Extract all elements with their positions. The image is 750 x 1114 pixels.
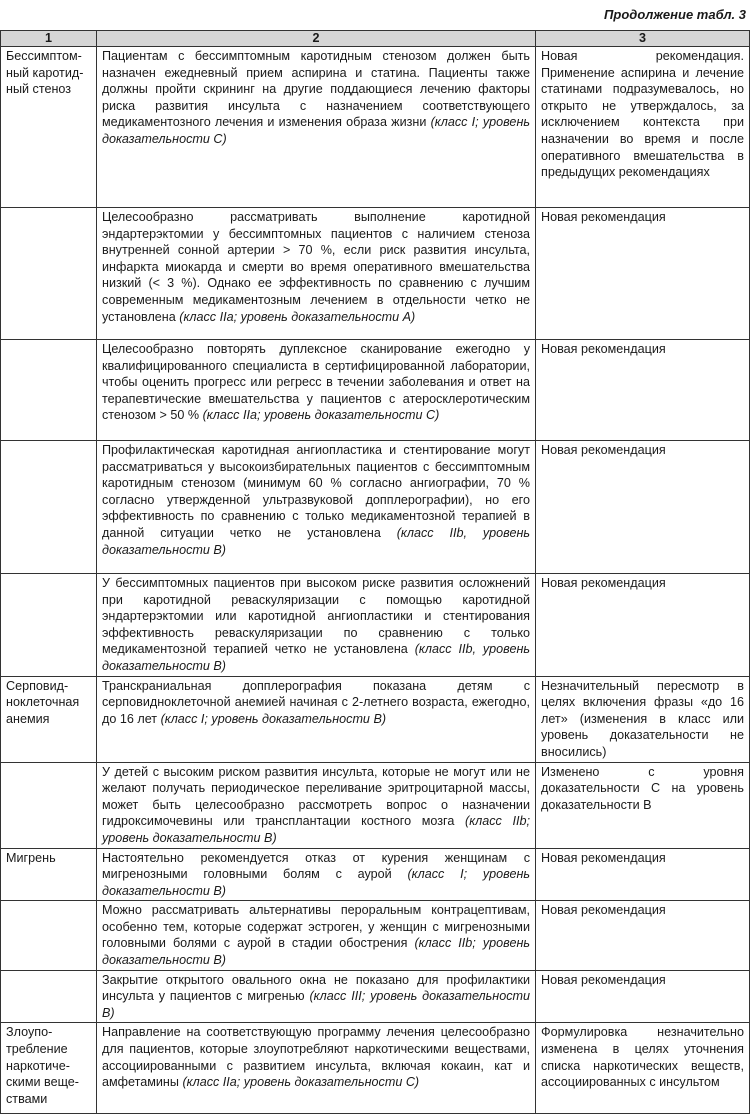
condition-cell: Бессимптом- ный каротид- ный стеноз [1,47,97,208]
condition-cell [1,901,97,970]
condition-cell [1,208,97,340]
comment-cell: Новая рекомендация. Применение аспирина и лечение статинами подразумевалось, но открыто не утверждалось, за исключением контекста при назначении во время и после оперативного вмешательства в предыдущих рекомендациях [536,47,750,208]
evidence-level: (класс IIa; уровень доказательности C) [182,1075,420,1090]
evidence-level: (класс IIb; уровень доказательности B) [102,936,530,968]
recommendation-text: Направление на соответствующую программу лечения целесообразно для пациентов, которые злоупотребляют наркотическими веществами, ассоциированными с развитием инсульта, включая кокаин, кат и амфетамины [102,1025,530,1090]
recommendations-table [0,30,750,1114]
condition-cell [1,441,97,574]
evidence-level: (класс IIb, уровень доказательности B) [102,642,531,673]
recommendation-text: Целесообразно рассматривать выполнение каротидной эндартерэктомии у бессимптомных пациентов с наличием стеноза внутренней сонной артерии > 70 %, если риск развития инсульта, инфаркта миокарда и смерти во время оперативного вмешательства низкий (< 3 %). Однако ее эффективность по сравнению с лучшим современным медикаментозным лечением в отдельности четко не установлена [102,210,530,324]
condition-cell: Злоупо- требление наркотиче- скими веще- ствами [1,1023,97,1114]
recommendation-text: Транскраниальная допплерография показана детям с серповидноклеточной анемией начиная с 2-летнего возраста, ежегодно, до 16 лет [102,678,530,726]
table-row [1,574,750,677]
recommendation-cell [97,970,536,1023]
recommendation-cell [97,676,536,762]
comment-cell: Незначительный пересмотр в целях включения фразы «до 16 лет» (изменения в класс или уровень доказательности не вносились) [536,676,750,762]
column-header-3: 3 [536,31,750,47]
recommendation-text: У детей с высоким риском развития инсульта, которые не могут или не желают получать периодическое переливание эритроцитарной массы, может быть целесообразно рассмотреть вопрос о назначении гидроксимочевины или трансплантации костного мозга [102,764,530,829]
column-header-2: 2 [97,31,536,47]
evidence-level: (класс IIa; уровень доказательности C) [202,408,440,423]
comment-cell: Новая рекомендация [536,970,750,1023]
table-row [1,340,750,441]
comment-cell: Формулировка незначительно изменена в целях уточнения списка наркотических веществ, ассоциированных с инсультом [536,1023,750,1114]
comment-cell: Новая рекомендация [536,848,750,901]
table-row [1,970,750,1023]
comment-cell: Новая рекомендация [536,208,750,340]
recommendation-cell [97,762,536,848]
comment-cell: Новая рекомендация [536,901,750,970]
evidence-level: (класс I; уровень доказательности B) [102,867,530,898]
comment-cell: Новая рекомендация [536,340,750,441]
recommendation-cell [97,901,536,970]
recommendation-text: Пациентам с бессимптомным каротидным стенозом должен быть назначен ежедневный прием аспирина и статина. Пациенты также должны пройти скрининг на другие поддающиеся лечению факторы риска развития инсульта с назначением соответствующего медикаментозного лечения и изменения образа жизни [102,49,530,130]
condition-cell: Серповид- ноклеточная анемия [1,676,97,762]
table-row [1,1023,750,1114]
condition-cell: Мигрень [1,848,97,901]
recommendation-cell [97,574,536,677]
recommendation-text: Закрытие открытого овального окна не показано для профилактики инсульта у пациентов с мигренью [102,972,530,1004]
table-caption: Продолжение табл. 3 [604,7,746,22]
table-row [1,208,750,340]
table-row [1,441,750,574]
table-row [1,762,750,848]
table-row [1,47,750,208]
table-row [1,676,750,762]
recommendation-text: Целесообразно повторять дуплексное сканирование ежегодно у квалифицированного специалиста в сертифицированной лаборатории, чтобы оценить прогресс или регресс в течении заболевания и ответ на терапевтические вмешательства у пациентов с атеросклеротическим стенозом > 50 % [102,342,530,423]
evidence-level: (класс I; уровень доказательности C) [102,115,530,146]
recommendation-cell [97,208,536,340]
recommendation-text: Можно рассматривать альтернативы пероральным контрацептивам, особенно тем, которые содержат эстроген, у женщин с мигренозными головными болями с аурой в стадии обострения [102,903,530,951]
recommendation-text: Профилактическая каротидная ангиопластика и стентирование могут рассматриваться у высокоизбирательных пациентов с бессимптомным каротидным стенозом (минимум 60 % согласно ангиографии, 70 % согласно утвержденной ультразвуковой допплерографии), но его эффективность по сравнению с только медикаментозной терапией в данной ситуации четко не установлена [102,443,530,540]
table-row [1,848,750,901]
condition-cell [1,970,97,1023]
condition-cell [1,340,97,441]
table-body [1,47,750,1114]
condition-cell [1,574,97,677]
condition-cell [1,762,97,848]
comment-cell: Изменено с уровня доказательности C на уровень доказательности B [536,762,750,848]
evidence-level: (класс IIb, уровень доказательности B) [102,525,530,557]
recommendation-text: У бессимптомных пациентов при высоком риске развития осложнений при каротидной реваскуляризации с помощью каротидной эндартерэктомии или каротидной ангиопластики и стентирования эффективность реваскуляризации по сравнению с только медикаментозной терапией четко не установлена [102,576,530,657]
recommendation-cell [97,47,536,208]
evidence-level: (класс IIa; уровень доказательности A) [179,309,416,324]
evidence-level: (класс I; уровень доказательности B) [160,711,387,726]
column-header-1: 1 [1,31,97,47]
recommendation-cell [97,441,536,574]
comment-cell: Новая рекомендация [536,441,750,574]
evidence-level: (класс IIb; уровень доказательности B) [102,814,531,845]
evidence-level: (класс III; уровень доказательности B) [102,989,531,1020]
recommendation-cell [97,340,536,441]
recommendation-text: Настоятельно рекомендуется отказ от курения женщинам с мигренозными головными болям с аурой [102,850,530,882]
recommendation-cell [97,848,536,901]
header-row [1,31,750,47]
comment-cell: Новая рекомендация [536,574,750,677]
recommendation-cell [97,1023,536,1114]
table-row [1,901,750,970]
